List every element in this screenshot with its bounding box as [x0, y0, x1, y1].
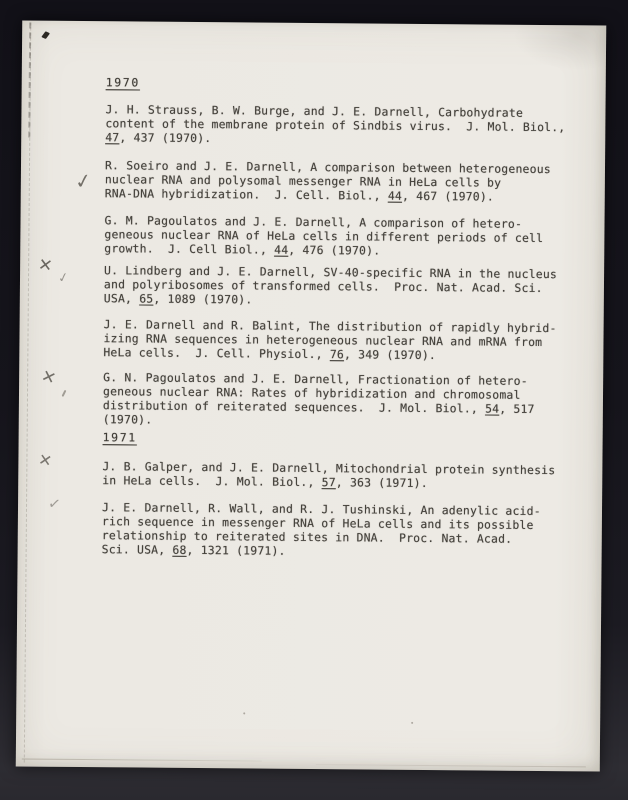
bib-entry-line: Sci. USA, 68, 1321 (1971).: [101, 542, 286, 558]
volume-number: 44: [387, 188, 403, 203]
bib-entry-line: HeLa cells. J. Cell. Physiol., 76, 349 (1970).: [103, 345, 437, 363]
bib-entry-line: distribution of reiterated sequences. J. Mol. Biol., 54, 517: [102, 398, 535, 416]
bib-entry-line: izing RNA sequences in heterogeneous nuclear RNA and mRNA from: [103, 331, 543, 350]
bib-entry-line: growth. J. Cell Biol., 44, 476 (1970).: [104, 241, 381, 258]
bib-entry-line: RNA-DNA hybridization. J. Cell. Biol., 44, 467 (1970).: [104, 186, 495, 204]
bib-entry-line: geneous nuclear RNA: Rates of hybridization and chromosomal: [102, 384, 521, 402]
bib-entry-line: 47, 437 (1970).: [105, 130, 212, 146]
bib-entry-line: J. E. Darnell, R. Wall, and R. J. Tushinski, An adenylic acid-: [101, 500, 541, 519]
document-page: [16, 20, 606, 771]
bib-entry-line: U. Lindberg and J. E. Darnell, SV-40-specific RNA in the nucleus: [104, 263, 558, 282]
bib-entry-line: R. Soeiro and J. E. Darnell, A comparison between heterogeneous: [104, 158, 551, 177]
bib-entry-line: G. N. Pagoulatos and J. E. Darnell, Fractionation of hetero-: [103, 370, 528, 388]
margin-cross-icon: ✕: [36, 449, 54, 471]
margin-cross-icon: ✕: [36, 254, 54, 277]
bib-entry-line: USA, 65, 1089 (1970).: [103, 291, 253, 307]
margin-check-icon: ✓: [56, 269, 71, 287]
bib-entry-line: geneous nuclear RNA of HeLa cells in different periods of cell: [104, 227, 544, 246]
margin-marks-layer: [16, 20, 606, 771]
bib-entry-line: J. B. Galper, and J. E. Darnell, Mitochondrial protein synthesis: [102, 459, 556, 478]
volume-number: 76: [329, 347, 345, 362]
volume-number: 47: [105, 130, 120, 145]
bib-entry-line: and polyribosomes of transformed cells. Proc. Nat. Acad. Sci.: [103, 277, 543, 296]
bib-entry-line: G. M. Pagoulatos and J. E. Darnell, A comparison of hetero-: [104, 213, 523, 231]
margin-check-icon: ✓: [73, 167, 94, 195]
volume-number: 65: [139, 291, 154, 306]
volume-number: 54: [485, 401, 500, 416]
bib-entry-line: content of the membrane protein of Sindbis virus. J. Mol. Biol.,: [105, 116, 566, 135]
bib-entry-line: in HeLa cells. J. Mol. Biol., 57, 363 (1971).: [102, 473, 428, 491]
bib-entry-line: nuclear RNA and polysomal messenger RNA in HeLa cells by: [104, 172, 502, 190]
margin-check-icon: ✓: [46, 493, 62, 514]
bib-entry-line: J. E. Darnell and R. Balint, The distribution of rapidly hybrid-: [103, 317, 557, 336]
margin-cross-icon: ✕: [38, 365, 59, 390]
year-heading-1971: 1971: [102, 430, 137, 445]
year-heading-1970: 1970: [105, 75, 141, 90]
bib-entry-line: (1970).: [102, 412, 153, 427]
bib-entry-line: relationship to reiterated sites in DNA. Proc. Nat. Acad.: [101, 528, 513, 546]
bib-entry-line: J. H. Strauss, B. W. Burge, and J. E. Darnell, Carbohydrate: [105, 102, 524, 120]
volume-number: 44: [274, 242, 289, 257]
volume-number: 68: [172, 542, 187, 557]
bib-entry-line: rich sequence in messenger RNA of HeLa cells and its possible: [101, 514, 534, 532]
volume-number: 57: [321, 475, 336, 490]
